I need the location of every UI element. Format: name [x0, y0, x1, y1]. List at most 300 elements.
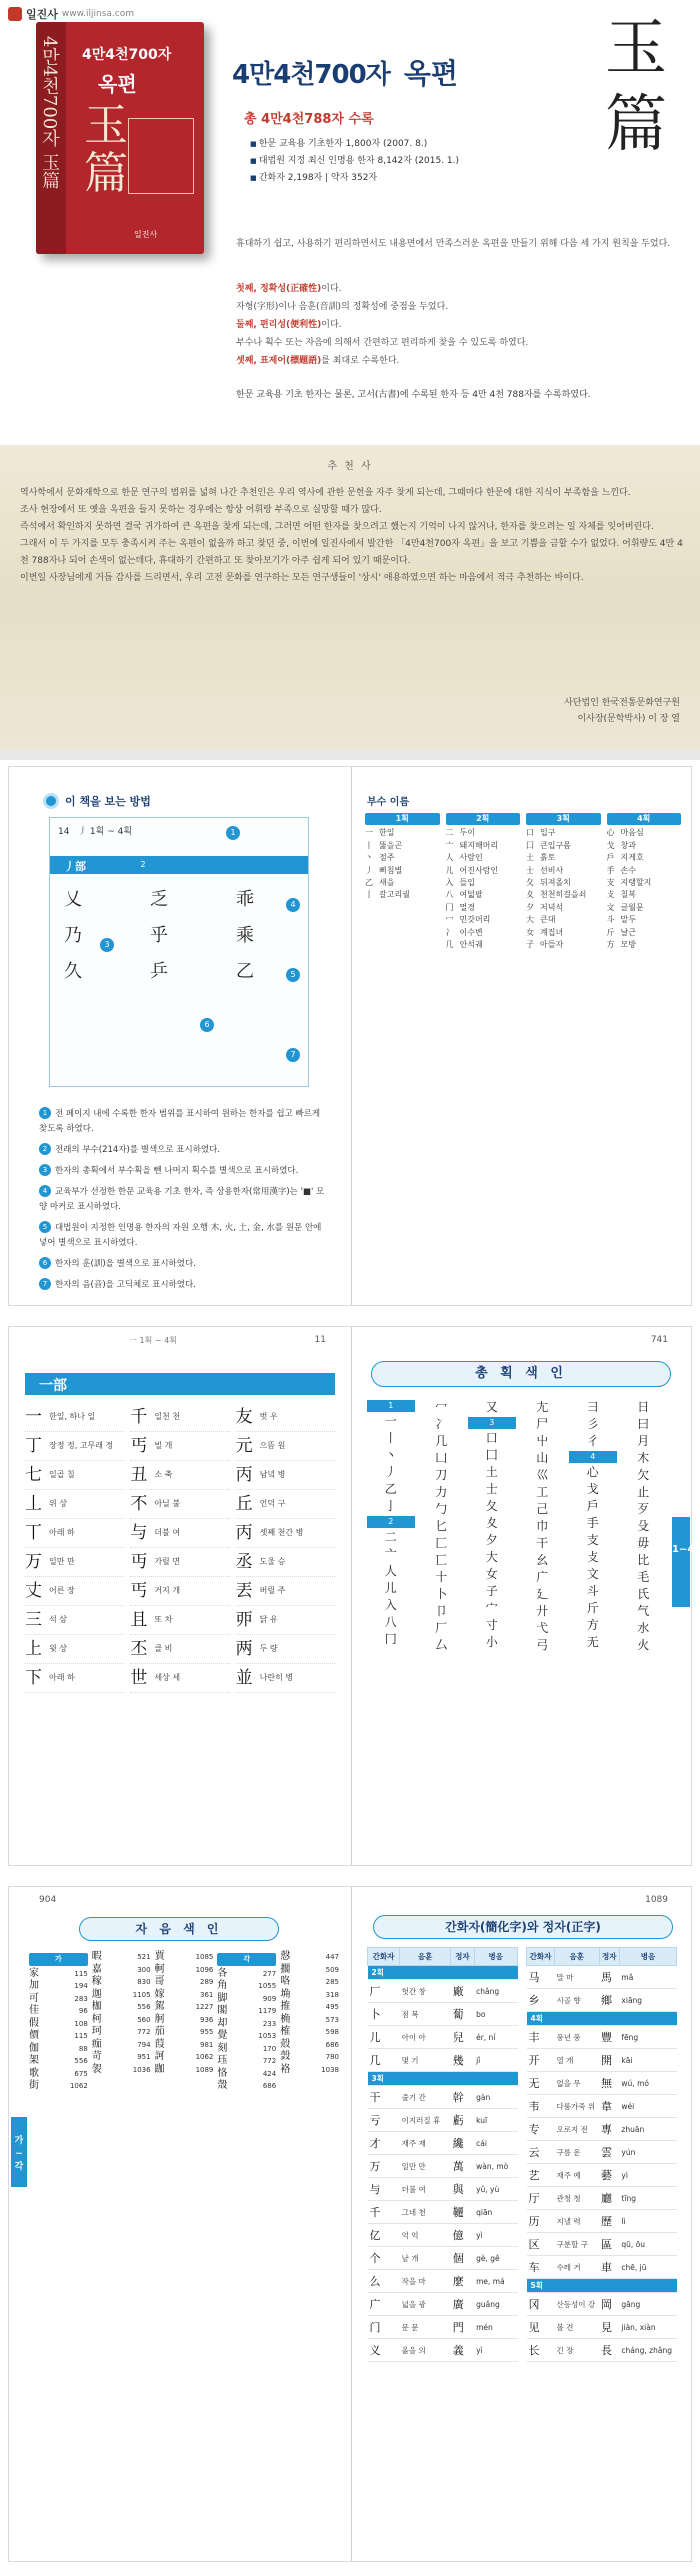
dictionary-entry: 丑 소 축 [130, 1461, 229, 1490]
book-cover-hanja: 玉篇 [84, 100, 128, 199]
dictionary-entry: 丘 언덕 구 [236, 1490, 335, 1519]
sound-index-row: 哥 289 [154, 1976, 214, 1987]
index-char: 攴 [586, 1550, 599, 1564]
index-char: 入 [384, 1598, 397, 1612]
sound-index-column [155, 1951, 214, 2093]
dictionary-entry: 友 벗 우 [236, 1403, 335, 1432]
radical-band-label: 一部 [39, 1378, 67, 1394]
signature-name: 이사장(문학박사) 이 장 열 [577, 714, 680, 724]
index-char: 月 [637, 1434, 650, 1448]
index-char: 幺 [536, 1553, 549, 1567]
sound-index-row: 佳 96 [29, 2005, 88, 2016]
dictionary-entry: 丁 장정 정, 고무래 정 [25, 1432, 124, 1461]
brand[interactable] [8, 6, 134, 22]
index-char: 人 [384, 1564, 397, 1578]
howto-notes [39, 1107, 329, 1299]
sound-index-row: 家 115 [29, 1967, 88, 1979]
howto-note: 1 전 페이지 내에 수록한 한자 범위를 표시하여 원하는 한자를 쉽고 빠르게 찾도록 하였다. [39, 1109, 321, 1134]
index-char: 文 [586, 1567, 599, 1581]
callout-marker-5: 5 [286, 968, 300, 982]
index-char: 工 [536, 1485, 549, 1499]
simplified-chars-title: 간화자(簡化字)와 정자(正字) [373, 1915, 673, 1939]
table-row: 长 긴 장 長 cháng, zhǎng [527, 2339, 677, 2362]
table-row: 广 넓을 광 廣 guǎng [368, 2293, 518, 2316]
table-row: 丰 풍년 풍 豐 fēng [527, 2026, 677, 2049]
index-char: 彳 [586, 1434, 599, 1448]
sound-index-row: 架 556 [29, 2055, 88, 2066]
callout-marker-2: 2 [136, 858, 150, 872]
sound-index-row: 閣 1179 [217, 2005, 277, 2016]
table-row: 厅 관청 청 廳 tīng [527, 2187, 677, 2210]
index-char: 匕 [435, 1519, 448, 1533]
index-char: 亅 [384, 1499, 397, 1513]
radical-names-grid [365, 811, 681, 1301]
sound-index-row: 嘉 300 [91, 1963, 151, 1975]
dictionary-entry: 千 일천 천 [130, 1403, 229, 1432]
book-publisher-mark: 일진사 [134, 230, 158, 239]
sound-index-row: 桷 573 [280, 2013, 339, 2025]
dictionary-entry: 两 두 량 [236, 1635, 335, 1664]
sound-group-label: 가 [29, 1953, 88, 1966]
table-row: 卜 점 복 蔔 bo [368, 2003, 518, 2026]
dictionary-entry: 丏 가릴 면 [130, 1548, 229, 1577]
sound-index-row: 苛 951 [91, 2051, 151, 2062]
column-header: 정자 [599, 1948, 619, 1966]
hero-headline-count: 4만4천700자 [232, 59, 390, 90]
sound-index-column [217, 1951, 276, 2093]
sound-index-column [92, 1951, 151, 2093]
index-char: 匸 [435, 1553, 448, 1567]
stroke-group-row: 4획 [527, 2012, 677, 2026]
table-row: 千 그네 천 韆 qiān [368, 2201, 518, 2224]
hero-headline [232, 52, 458, 92]
stroke-group-row: 3획 [368, 2072, 518, 2086]
sound-index-row: 加 194 [29, 1980, 88, 1991]
book-cover-image [36, 22, 204, 254]
dictionary-entry: 上 윗 상 [25, 1635, 124, 1664]
index-char: 夕 [485, 1533, 498, 1547]
index-char: 乙 [384, 1482, 397, 1496]
dictionary-entry: 丐 빌 개 [130, 1432, 229, 1461]
sound-index-row: 各 277 [217, 1967, 277, 1979]
sound-index-row: 跏 1089 [154, 2063, 214, 2075]
page-number: 1089 [645, 1895, 668, 1905]
stroke-count-label: 3 [468, 1417, 516, 1429]
hero-intro: 휴대하기 쉽고, 사용하기 편리하면서도 내용면에서 만족스러운 옥편을 만들기 위해 다음 세 가지 원칙을 두었다. [236, 239, 671, 249]
index-char: 十 [435, 1570, 448, 1584]
hero-bullet-list [250, 136, 459, 187]
hero-bullet: ■ 간화자 2,198자 | 약자 352자 [250, 170, 459, 187]
index-char: 心 [586, 1465, 599, 1479]
sound-index-row: 痂 794 [91, 2038, 151, 2050]
section-divider [0, 750, 700, 760]
table-row: 亏 이지러질 휴 虧 kuī [368, 2109, 518, 2132]
index-char: 八 [384, 1615, 397, 1629]
index-char: 弋 [536, 1621, 549, 1635]
index-char: 比 [637, 1553, 650, 1567]
dictionary-entry: 不 아닐 불 [130, 1490, 229, 1519]
recommendation-paragraph: 이번일 사장님에게 거듭 감사를 드리면서, 우리 고전 문화를 연구하는 모든 연구생들이 '상시' 애용하였으면 하는 마음에서 적극 추천하는 바이다. [20, 573, 584, 583]
column-header: 간화자 [368, 1948, 400, 1966]
sample-column: 乏 乎 乒 [150, 889, 168, 982]
index-char: 厶 [435, 1638, 448, 1652]
index-char: 宀 [485, 1601, 498, 1615]
principle-item: 첫째, 정확성(正確性)이다. [236, 284, 342, 294]
page-number: 741 [650, 1335, 668, 1345]
index-char: 丨 [384, 1431, 397, 1445]
dictionary-entry: 丐 거지 개 [130, 1577, 229, 1606]
recommendation-signature [564, 695, 680, 727]
callout-marker-6: 6 [200, 1018, 214, 1032]
sound-index-row: 咯 285 [280, 1976, 339, 1987]
callout-marker-4: 4 [286, 898, 300, 912]
howto-note: 3 한자의 총획에서 부수획을 뺀 나머지 획수를 별색으로 표시하였다. [39, 1164, 329, 1179]
sound-index-row: 迦 1105 [91, 1988, 151, 2000]
dictionary-entry: 且 또 차 [130, 1606, 229, 1635]
index-char: 大 [485, 1550, 498, 1564]
index-char: 凵 [435, 1451, 448, 1465]
index-char: 冂 [384, 1632, 397, 1646]
index-char: 土 [485, 1465, 498, 1479]
howto-title: 이 책을 보는 방법 [65, 795, 151, 808]
index-char: 手 [586, 1516, 599, 1530]
stroke-count-label: 2 [367, 1516, 415, 1528]
sound-index-row: 街 1062 [29, 2080, 88, 2091]
index-char: 子 [485, 1584, 498, 1598]
dictionary-entry: 丙 남녘 병 [236, 1461, 335, 1490]
dictionary-entry: 七 일곱 칠 [25, 1461, 124, 1490]
radical-column: 2획 二 두이 亠 돼지해머리 人 사람인 儿 어진사람인 入 들입 八 여덟팔 冂 멀경 冖 민갓머리 冫 이수변 几 안석궤 [446, 811, 521, 1301]
table-row: 艺 재주 예 藝 yì [527, 2164, 677, 2187]
sound-index-row: 舸 936 [154, 2013, 214, 2025]
index-char: 巾 [536, 1519, 549, 1533]
index-char: 又 [485, 1400, 498, 1414]
dictionary-entry: 丕 클 비 [130, 1635, 229, 1664]
sound-index-grid [29, 1951, 339, 2093]
page-spread-dictionary [8, 1326, 695, 1866]
table-row: 车 수레 거 車 chē, jū [527, 2256, 677, 2279]
radical-column: 1획 一 한일 丨 뚫을곤 丶 점주 丿 삐침별 乙 새을 亅 갈고리궐 [365, 811, 440, 1301]
sample-column: 乂 乃 久 [64, 889, 82, 982]
column-header: 간화자 [527, 1948, 555, 1966]
index-char: 厂 [435, 1621, 448, 1635]
sound-index-row: 恪 424 [217, 2067, 277, 2079]
index-char: 曰 [637, 1417, 650, 1431]
index-char: 夂 [485, 1499, 498, 1513]
index-char: 囗 [485, 1448, 498, 1462]
sound-index-row: 慤 447 [280, 1951, 339, 1962]
callout-marker-7: 7 [286, 1048, 300, 1062]
entry-column [130, 1403, 229, 1693]
index-char: 丿 [384, 1465, 397, 1479]
index-char: 毛 [637, 1570, 650, 1584]
thumb-index-tab[interactable]: 1~4 [672, 1517, 690, 1607]
hero-bullet: ■ 대법원 지정 최신 인명용 한자 8,142자 (2015. 1.) [250, 153, 459, 170]
table-row: 开 열 개 開 kāi [527, 2049, 677, 2072]
dictionary-entry: 丈 어른 장 [25, 1577, 124, 1606]
stroke-index-column [620, 1399, 668, 1654]
index-char: 巛 [536, 1468, 549, 1482]
table-row: 万 일만 만 萬 wàn, mò [368, 2155, 518, 2178]
table-row: 马 말 마 馬 mǎ [527, 1966, 677, 1989]
sound-index-row: 瑴 780 [280, 2051, 339, 2062]
index-char: 卩 [435, 1604, 448, 1618]
page-number: 904 [39, 1895, 57, 1905]
howto-bullet-icon [43, 793, 59, 809]
table-row: 历 지낼 력 歷 lì [527, 2210, 677, 2233]
index-char: 屮 [536, 1434, 549, 1448]
book-cover-title: 4만4천700자 [82, 47, 172, 63]
index-char: 氏 [637, 1587, 650, 1601]
dictionary-entry: 三 석 삼 [25, 1606, 124, 1635]
sound-index-row: 柯 560 [91, 2013, 151, 2025]
radical-names-title: 부수 이름 [367, 797, 410, 808]
stroke-index-grid [367, 1399, 667, 1654]
howto-note: 4 교육부가 선정한 한문 교육용 기초 한자, 즉 상용한자(常用漢字)는 '■' 모양 마커로 표시하였다. [39, 1187, 325, 1212]
sound-index-row: 歌 675 [29, 2067, 88, 2079]
book-spine-title: 4만4천700자 玉篇 [39, 36, 60, 189]
howto-note: 6 한자의 훈(訓)을 별색으로 표시하였다. [39, 1257, 329, 1272]
index-char: 几 [435, 1434, 448, 1448]
table-row: 干 줄기 간 幹 gàn [368, 2086, 518, 2109]
dictionary-entry: 丄 위 상 [25, 1490, 124, 1519]
stroke-index-title: 총 획 색 인 [371, 1361, 671, 1387]
sound-index-row: 駕 1227 [154, 2001, 214, 2012]
dictionary-entry: 丟 버릴 주 [236, 1577, 335, 1606]
table-row: 与 더불 여 與 yǔ, yù [368, 2178, 518, 2201]
index-char: 二 [384, 1530, 397, 1544]
dictionary-entry: 丣 닭 유 [236, 1606, 335, 1635]
index-char: 戶 [586, 1499, 599, 1513]
index-char: 欠 [637, 1468, 650, 1482]
sound-index-row: 埆 318 [280, 1988, 339, 2000]
hero-big-hanja: 玉篇 [604, 11, 667, 160]
sound-index-row: 茄 955 [154, 2026, 214, 2037]
radical-column: 4획 心 마음심 戈 창과 戶 지게호 手 손수 支 지탱할지 攴 칠복 文 글월문 斗 말두 斤 날근 方 모방 [607, 811, 682, 1301]
index-char: 殳 [637, 1519, 650, 1533]
table-row: 么 작을 마 麼 me, má [368, 2270, 518, 2293]
page-spread-indexes [8, 1886, 692, 2562]
sample-radical-label: 丿部 [64, 860, 86, 873]
sound-index-row: 稼 830 [91, 1976, 151, 1987]
index-char: 歹 [637, 1502, 650, 1516]
recommendation-paragraph: 역사학에서 문화재학으로 한문 연구의 범위를 넓혀 나간 추천인은 우리 역사에 관한 문헌을 자주 찾게 되는데, 그때마다 한문에 대한 지식이 부족함을 느낀다. [20, 488, 631, 498]
index-char: 无 [586, 1635, 599, 1649]
index-char: 广 [536, 1570, 549, 1584]
principle-item: 셋째, 표제어(標題語)를 최대로 수록한다. [236, 356, 400, 366]
index-char: 日 [637, 1400, 650, 1414]
index-char: 儿 [384, 1581, 397, 1595]
sound-index-row: 賈 1085 [154, 1951, 214, 1962]
dictionary-page [9, 1327, 350, 1865]
index-char: 山 [536, 1451, 549, 1465]
principle-item: 부수나 획수 또는 자음에 의해서 간편하고 편리하게 찾을 수 있도록 하였다. [236, 338, 529, 348]
index-char: 己 [536, 1502, 549, 1516]
index-char: 止 [637, 1485, 650, 1499]
index-char: 彡 [586, 1417, 599, 1431]
table-row: 厂 헛간 창 廠 chǎng [368, 1980, 518, 2003]
sound-index-row: 枷 556 [91, 2001, 151, 2012]
brand-logo-icon [8, 7, 22, 21]
sound-index-row: 葭 981 [154, 2038, 214, 2050]
sound-index-row: 却 233 [217, 2017, 277, 2029]
dictionary-entry: 丅 아래 하 [25, 1519, 124, 1548]
recommendation-paragraph: 조사 현장에서 또 옛을 옥편을 들지 못하는 경우에는 항상 어휘랑 부족으로 실망할 때가 많다. [20, 505, 382, 515]
hero-section [0, 0, 700, 445]
stroke-index-page [351, 1327, 695, 1865]
hero-final-note: 한문 교육용 기초 한자는 물론, 고서(古書)에 수록된 한자 등 4만 4천 788자를 수록하였다. [236, 390, 591, 400]
table-row: 个 낱 개 個 gè, gě [368, 2247, 518, 2270]
stroke-index-column [367, 1399, 415, 1654]
stroke-index-column [519, 1399, 567, 1654]
table-row: 见 볼 견 見 jiàn, xiàn [527, 2316, 677, 2339]
index-char: 匚 [435, 1536, 448, 1550]
principle-item: 둘째, 편리성(便利性)이다. [236, 320, 342, 330]
sound-index-row: 軻 1096 [154, 1963, 214, 1975]
index-char: 支 [586, 1533, 599, 1547]
index-char: 刀 [435, 1468, 448, 1482]
sample-column: 乖 乘 乙 [236, 889, 254, 982]
book-cover-subtitle: 옥편 [98, 72, 137, 96]
simplified-chars-page [351, 1887, 692, 2561]
index-char: 彐 [586, 1400, 599, 1414]
index-char: 毋 [637, 1536, 650, 1550]
index-char: 廴 [536, 1587, 549, 1601]
entry-column [25, 1403, 124, 1693]
index-char: 戈 [586, 1482, 599, 1496]
stroke-index-column [468, 1399, 516, 1654]
sample-radical-band [50, 856, 308, 874]
stroke-count-label: 4 [569, 1451, 617, 1463]
hero-principles [236, 280, 686, 370]
sound-index-column [29, 1951, 88, 2093]
table-row: 几 몇 기 幾 jǐ [368, 2049, 518, 2072]
index-char: 士 [485, 1482, 498, 1496]
dictionary-entry: 元 으뜸 원 [236, 1432, 335, 1461]
recommendation-title: 추 천 사 [327, 461, 373, 472]
brand-url[interactable]: www.iljinsa.com [61, 9, 135, 19]
index-char: 斗 [586, 1584, 599, 1598]
sound-index-row: 暇 521 [91, 1951, 151, 1962]
dictionary-entry: 下 아래 하 [25, 1664, 124, 1693]
table-row: 乡 시골 향 鄉 xiāng [527, 1989, 677, 2012]
column-header: 정자 [451, 1948, 474, 1966]
callout-marker-1: 1 [226, 826, 240, 840]
howto-note: 7 한자의 음(音)을 고딕체로 표시하였다. [39, 1278, 329, 1293]
dictionary-entry: 万 일만 만 [25, 1548, 124, 1577]
sound-index-row: 榷 598 [280, 2026, 339, 2037]
table-row: 区 구분할 구 區 qū, ōu [527, 2233, 677, 2256]
index-char: 干 [536, 1536, 549, 1550]
sound-index-row: 可 283 [29, 1992, 88, 2004]
entry-column [236, 1403, 335, 1693]
hero-total-count: 총 4만4천788자 수록 [244, 112, 374, 127]
index-char: 冫 [435, 1417, 448, 1431]
book-spine [36, 22, 66, 254]
index-char: 斤 [586, 1601, 599, 1615]
signature-org: 사단법인 한국전통문화연구원 [564, 698, 680, 708]
running-head: 一 1획 ~ 4획 [129, 1336, 177, 1345]
recommendation-paragraph: 그래서 이 두 가지를 모두 충족시켜 주는 옥편이 없을까 하고 찾던 중, 이번에 일진사에서 발간한 「4만4천700자 옥편」을 보고 기쁨을 금할 수가 없었다. 어휘량도 4만 4천 788자나 되어 손색이 없는데다, 휴대하기 간편하고 또 찾아보기가 아주 쉽게 되어 있기 때문이다. [20, 539, 683, 566]
sound-index-row: 珂 772 [91, 2026, 151, 2037]
index-char: 力 [435, 1485, 448, 1499]
index-char: 卜 [435, 1587, 448, 1601]
dictionary-entry: 与 더불 여 [130, 1519, 229, 1548]
sound-index-row: 價 115 [29, 2030, 88, 2041]
table-row: 才 재주 재 纔 cái [368, 2132, 518, 2155]
index-char: 一 [384, 1414, 397, 1428]
index-char: 尢 [536, 1400, 549, 1414]
table-row: 义 옳을 의 義 yì [368, 2339, 518, 2362]
index-char: 小 [485, 1635, 498, 1649]
table-row: 冈 산등성이 강 岡 gāng [527, 2293, 677, 2316]
callout-marker-3: 3 [100, 938, 114, 952]
column-header: 음훈 [400, 1948, 451, 1966]
sound-index-column [280, 1951, 339, 2093]
sound-index-row: 刻 170 [217, 2042, 277, 2054]
column-header: 음훈 [554, 1948, 599, 1966]
index-char: 弓 [536, 1638, 549, 1652]
sound-index-row: 訶 1062 [154, 2051, 214, 2062]
sound-index-row: 袼 1038 [280, 2063, 339, 2075]
brand-name: 일진사 [26, 8, 58, 21]
recommendation-section [0, 445, 700, 750]
sound-index-row: 搉 495 [280, 2001, 339, 2012]
index-char: 水 [637, 1621, 650, 1635]
dictionary-entry: 丙 셋째 천간 병 [236, 1519, 335, 1548]
column-header: 병음 [619, 1948, 676, 1966]
sample-page-header: 14 丿 1획 ~ 4획 [58, 827, 133, 837]
sound-index-row: 嫁 361 [154, 1988, 214, 2000]
thumb-index-tab[interactable]: 가~각 [11, 2117, 27, 2187]
sound-index-row: 覺 1053 [217, 2030, 277, 2041]
sound-index-row: 珏 772 [217, 2055, 277, 2066]
simplified-chars-tables [367, 1947, 677, 2362]
dictionary-entry: 世 세상 세 [130, 1664, 229, 1693]
sound-index-row: 擱 509 [280, 1963, 339, 1975]
table-header-row [527, 1948, 677, 1966]
radical-band [25, 1373, 335, 1395]
radical-column: 3획 口 입구 囗 큰입구몸 土 흙토 士 선비사 夂 뒤져올치 夊 천천히걸을쇠 夕 저녁석 大 큰대 女 계집녀 子 아들자 [526, 811, 601, 1301]
index-char: 火 [637, 1638, 650, 1652]
recommendation-paragraph: 즉석에서 확인하지 못하면 결국 귀가하여 큰 옥편을 찾게 되는데, 그러면 어떤 한자를 찾으려고 했는지 기억이 나지 않거나, 한자를 찾으려는 일 자체를 잊어버린다. [20, 522, 654, 532]
sound-index-row: 殻 686 [280, 2038, 339, 2050]
sound-index-row: 角 1055 [217, 1980, 277, 1991]
hero-bullet: ■ 한문 교육용 기초한자 1,800자 (2007. 8.) [250, 136, 459, 153]
howto-page [9, 767, 350, 1305]
simplified-chars-table-right [526, 1947, 677, 2362]
sound-index-row: 袈 1036 [91, 2063, 151, 2075]
index-char: 木 [637, 1451, 650, 1465]
sound-index-title: 자 음 색 인 [79, 1917, 279, 1941]
sound-index-row: 伽 88 [29, 2042, 88, 2054]
index-char: 夊 [485, 1516, 498, 1530]
table-row: 门 문 문 門 mén [368, 2316, 518, 2339]
stroke-group-row: 2획 [368, 1966, 518, 1980]
sound-index-row: 脚 909 [217, 1992, 277, 2004]
howto-header [43, 793, 151, 809]
index-char: 气 [637, 1604, 650, 1618]
howto-note: 2 전래의 부수(214자)를 별색으로 표시하였다. [39, 1143, 329, 1158]
sample-page-illustration [49, 817, 309, 1087]
sound-index-row: 殼 686 [217, 2080, 277, 2091]
page-spread-howto [8, 766, 692, 1306]
table-row: 云 구름 운 雲 yún [527, 2141, 677, 2164]
column-header: 병음 [474, 1948, 517, 1966]
index-char: 亠 [384, 1547, 397, 1561]
table-row: 儿 아이 아 兒 ér, ní [368, 2026, 518, 2049]
dictionary-entries [25, 1403, 335, 1693]
